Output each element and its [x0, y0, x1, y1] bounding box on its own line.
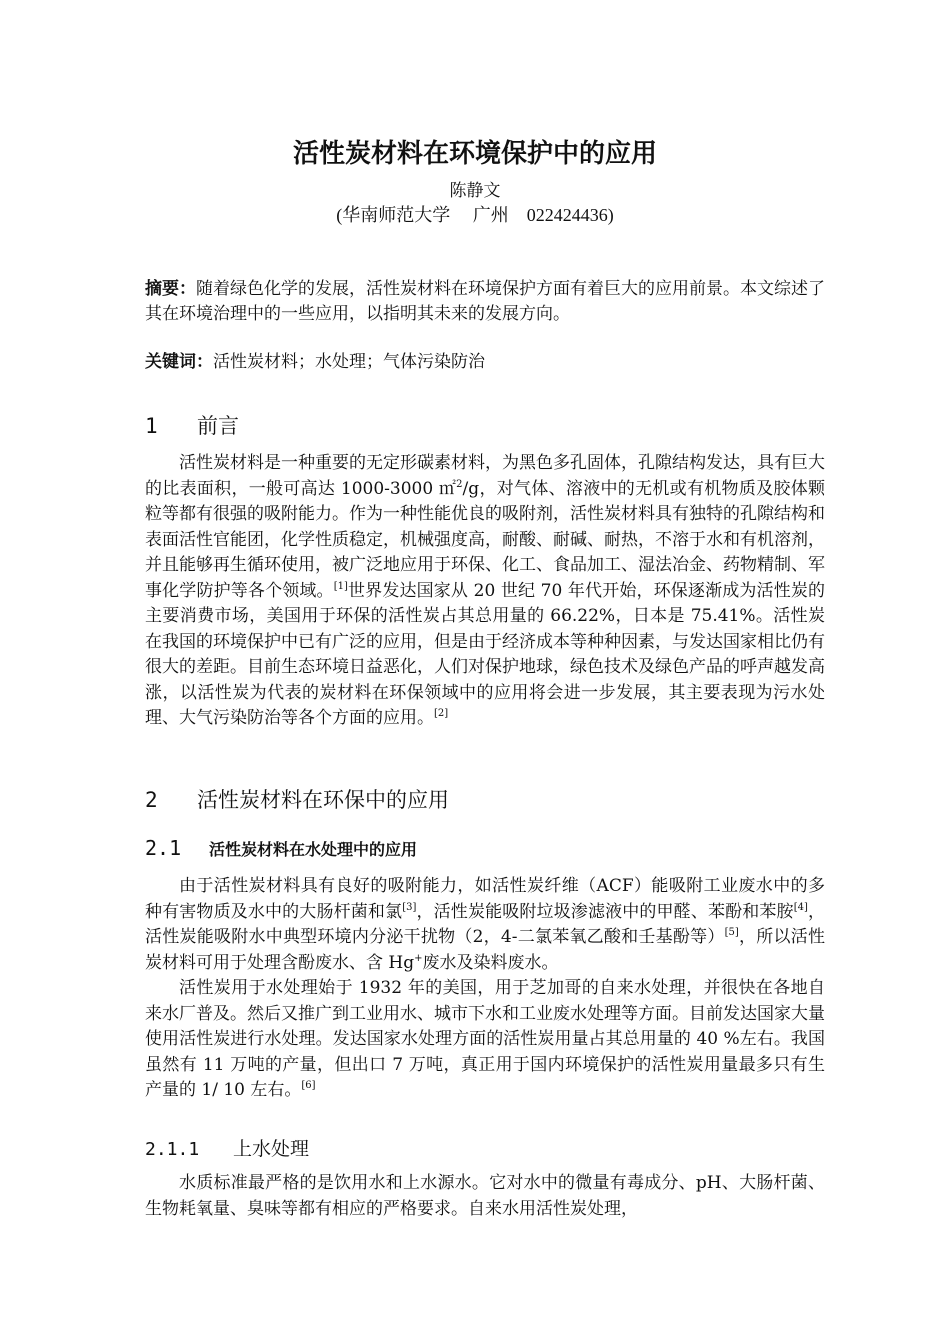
superscript: + [414, 952, 423, 964]
subsubsection-heading-2-1-1 [145, 1134, 825, 1161]
citation-ref: [2] [434, 708, 449, 719]
abstract [145, 277, 825, 327]
superscript: 2 [456, 478, 463, 490]
section-number: 2 [145, 788, 158, 812]
paragraph-water-treatment: 由于活性炭材料具有良好的吸附能力，如活性炭纤维（ACF）能吸附工业废水中的多种有害物质及水中的大肠杆菌和氯[3]，活性炭能吸附垃圾渗滤液中的甲醛、苯酚和苯胺[4]，活性炭能吸附水中典型环境内分泌干扰物（2，4-二氯苯氧乙酸和壬基酚等）[5]，所以活性炭材料可用于处理含酚废水、含 Hg+废水及染料废水。 活性炭用于水处理始于 1932 年的美国，用于芝加哥的自来水处理，并很快在各地自来水厂普及。然后又推广到工业用水、城市下水和工业废水处理等方面。目前发达国家大量使用活性炭进行水处理。发达国家水处理方面的活性炭用量占其总用量的 40 %左右。我国虽然有 11 万吨的产量，但出口 7 万吨，真正用于国内环境保护的活性炭用量最多只有生产量的 1/ 10 左右。[6] [145, 876, 826, 1100]
subsubsection-title: 上水处理 [233, 1138, 310, 1160]
citation-ref: [3] [402, 901, 417, 913]
section-title: 前言 [197, 414, 239, 438]
section-title: 活性炭材料在环保中的应用 [197, 788, 449, 812]
subsubsection-number: 2.1.1 [145, 1139, 200, 1160]
citation-ref: [5] [724, 927, 739, 938]
section-heading-1 [145, 410, 825, 440]
abstract-text: 随着绿色化学的发展，活性炭材料在环境保护方面有着巨大的应用前景。本文综述了其在环境治理中的一些应用，以指明其未来的发展方向。 [145, 279, 825, 324]
keywords-text: 活性炭材料；水处理；气体污染防治 [213, 352, 485, 372]
author-name: 陈静文 [449, 181, 501, 201]
abstract-label: 摘要： [145, 279, 196, 299]
paragraph-intro: 活性炭材料是一种重要的无定形碳素材料，为黑色多孔固体，孔隙结构发达，具有巨大的比表面积，一般可高达 1000-3000 ㎡$^2$/g，对气体、溶液中的无机或有机物质及胶体颗粒等都有很强的吸附能力。作为一种性能优良的吸附剂，活性炭材料具有独特的孔隙结构和表面活性官能团，化学性质稳定，机械强度高，耐酸、耐碱、耐热，不溶于水和有机溶剂，并且能够再生循环使用，被广泛地应用于环保、化工、食品加工、湿法冶金、药物精制、军事化学防护等各个领域。[1]世界发达国家从 20 世纪 70 年代开始，环保逐渐成为活性炭的主要消费市场，美国用于环保的活性炭占其总用量的 66.22%，日本是 75.41%。活性炭在我国的环境保护中已有广泛的应用，但是由于经济成本等种种因素，与发达国家相比仍有很大的差距。目前生态环境日益恶化，人们对保护地球，绿色技术及绿色产品的呼声越发高涨，以活性炭为代表的炭材料在环保领域中的应用将会进一步发展，其主要表现为污水处理、大气污染防治等各个方面的应用。[2] [145, 453, 826, 728]
citation-ref: [6] [301, 1080, 316, 1091]
section-heading-2 [145, 784, 825, 814]
paragraph-upper-water: 水质标准最严格的是饮用水和上水源水。它对水中的微量有毒成分、pH、大肠杆菌、生物耗氧量、臭味等都有相应的严格要求。自来水用活性炭处理， [145, 1173, 825, 1219]
author-affiliation: (华南师范大学 广州 022424436) [336, 205, 614, 225]
citation-ref: [4] [793, 901, 808, 913]
section-number: 1 [145, 414, 158, 438]
paper-title: 活性炭材料在环境保护中的应用 [292, 139, 657, 169]
subsection-number: 2.1 [145, 836, 182, 860]
keywords-label: 关键词： [145, 352, 213, 372]
citation-ref: [1] [333, 580, 348, 592]
keywords [145, 350, 825, 375]
subsection-heading-2-1 [145, 836, 825, 860]
subsection-title: 活性炭材料在水处理中的应用 [209, 840, 418, 859]
